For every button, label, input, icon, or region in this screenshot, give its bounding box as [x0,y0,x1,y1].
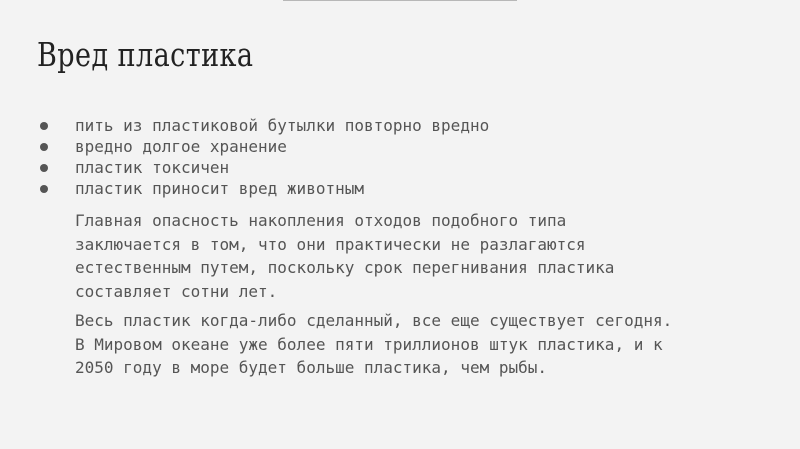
slide-title: Вред пластика [37,35,254,74]
paragraph-decomposition: Главная опасность накопления отходов подобного типа заключается в том, что они практически не разлагаются естественным путем, поскольку срок перегнивания пластика составляет сотни лет. [75,211,615,301]
bullet-dot-icon [40,164,48,172]
list-item [38,136,489,157]
bullet-text: пить из пластиковой бутылки повторно вредно [75,116,490,135]
list-item [38,115,489,136]
paragraph-ocean-plastic: Весь пластик когда-либо сделанный, все еще существует сегодня. В Мировом океане уже более пяти триллионов штук пластика, и к 2050 году в море будет больше пластика, чем рыбы. [75,311,673,377]
list-item [38,157,489,178]
list-item [38,178,489,199]
bullet-text: вредно долгое хранение [75,137,287,156]
bullet-dot-icon [40,185,48,193]
bullet-text: пластик приносит вред животным [75,179,364,198]
top-divider [283,0,517,1]
bullet-dot-icon [40,143,48,151]
bullet-dot-icon [40,122,48,130]
bullet-list [38,115,489,199]
bullet-text: пластик токсичен [75,158,230,177]
